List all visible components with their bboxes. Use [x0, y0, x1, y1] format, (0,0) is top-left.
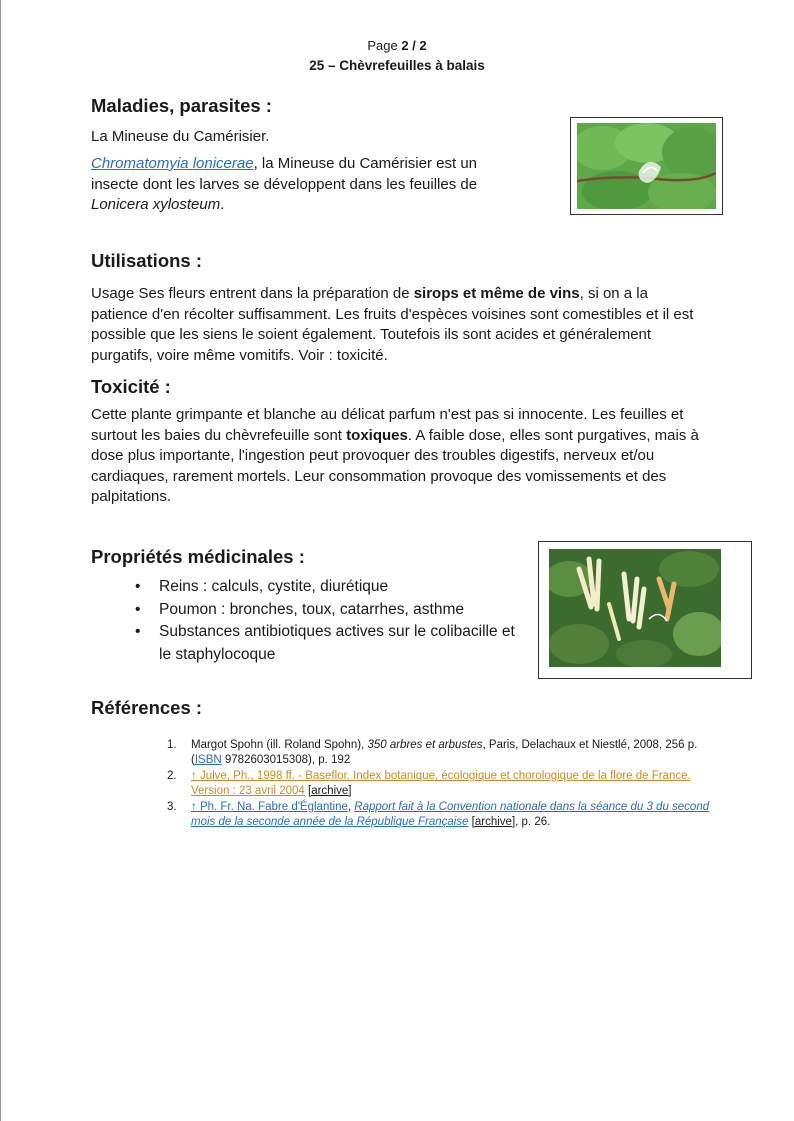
chromatomyia-link[interactable]: Chromatomyia lonicerae	[91, 155, 254, 172]
maladies-text: , la Mineuse du Camérisier est un insecte dont les larves se développent dans les feuilles de	[91, 155, 478, 193]
rapport-link[interactable]: Rapport fait à la Convention nationale dans la séance du 3 du second mois de la seconde année de la République Française	[191, 801, 710, 828]
baseflor-link[interactable]: ↑ Julve, Ph., 1998 ff. - Baseflor. Index botanique, écologique et chorologique de la flore de France. Version : 23 avril 2004	[191, 770, 691, 797]
maladies-heading: Maladies, parasites :	[91, 95, 272, 116]
toxicite-heading: Toxicité :	[91, 376, 171, 397]
leaf-miner-photo	[577, 123, 716, 209]
page-prefix: Page	[367, 38, 398, 53]
reference-item: 2. ↑ Julve, Ph., 1998 ff. - Baseflor. Index botanique, écologique et chorologique de la flore de France. Version : 23 avril 2004 [archive]	[167, 770, 691, 797]
utilisations-paragraph: Usage Ses fleurs entrent dans la préparation de sirops et même de vins, si on a la patience d'en récolter suffisamment. Les fruits d'espèces voisines sont comestibles et il est possible que les siens le soient également. Toutefois ils sont acides et généralement purgatifs, voire même vomitifs. Voir : toxicité.	[91, 285, 694, 364]
references-heading: Références :	[91, 697, 203, 718]
page-number	[0, 38, 794, 53]
list-item: • Reins : calculs, cystite, diurétique	[135, 578, 389, 595]
archive-link[interactable]: [archive]	[308, 784, 352, 797]
reference-item: 1. Margot Spohn (ill. Roland Spohn), 350 arbres et arbustes, Paris, Delachaux et Niestlé, 2008, 256 p. (ISBN 9782603015308), p. 192	[167, 739, 698, 766]
toxicite-bold: toxiques	[346, 426, 408, 444]
utilisations-bold: sirops et même de vins	[413, 285, 580, 302]
leaf-miner-photo-frame	[570, 117, 723, 215]
fabre-link[interactable]: ↑ Ph. Fr. Na. Fabre d'Églantine	[191, 801, 348, 813]
page-number-value: 2 / 2	[401, 38, 427, 53]
archive-link[interactable]: [archive]	[471, 815, 516, 828]
maladies-species: Lonicera xylosteum	[91, 196, 221, 213]
proprietes-list	[91, 576, 531, 666]
reference-item: 3. ↑ Ph. Fr. Na. Fabre d'Églantine, Rapport fait à la Convention nationale dans la séance du 3 du second mois de la seconde année de la République Française [archive], p. 26.	[167, 801, 710, 828]
maladies-paragraph: Chromatomyia lonicerae, la Mineuse du Camérisier est un insecte dont les larves se développent dans les feuilles de Lonicera xylosteum.	[91, 155, 478, 213]
list-item: • Poumon : bronches, toux, catarrhes, asthme	[135, 600, 464, 618]
utilisations-heading: Utilisations :	[91, 250, 203, 271]
list-item: • Substances antibiotiques actives sur le colibacille et le staphylocoque	[135, 623, 515, 663]
honeysuckle-photo-frame	[538, 541, 752, 679]
page-left-edge	[0, 0, 1, 1121]
isbn-link[interactable]: ISBN	[194, 753, 222, 766]
document-title: 25 – Chèvrefeuilles à balais	[309, 58, 485, 73]
toxicite-paragraph: Cette plante grimpante et blanche au délicat parfum n'est pas si innocente. Les feuilles et surtout les baies du chèvrefeuille sont toxiques. A faible dose, elles sont purgatives, mais à dose plus importante, l'ingestion peut provoquer des troubles digestifs, nerveux et/ou cardiaques, rarement mortels. Leur consommation provoque des vomissements et des palpitations.	[91, 406, 699, 505]
maladies-line1: La Mineuse du Camérisier.	[91, 128, 270, 145]
proprietes-heading: Propriétés médicinales :	[91, 546, 305, 567]
honeysuckle-photo	[549, 549, 721, 667]
references-list	[167, 738, 712, 831]
